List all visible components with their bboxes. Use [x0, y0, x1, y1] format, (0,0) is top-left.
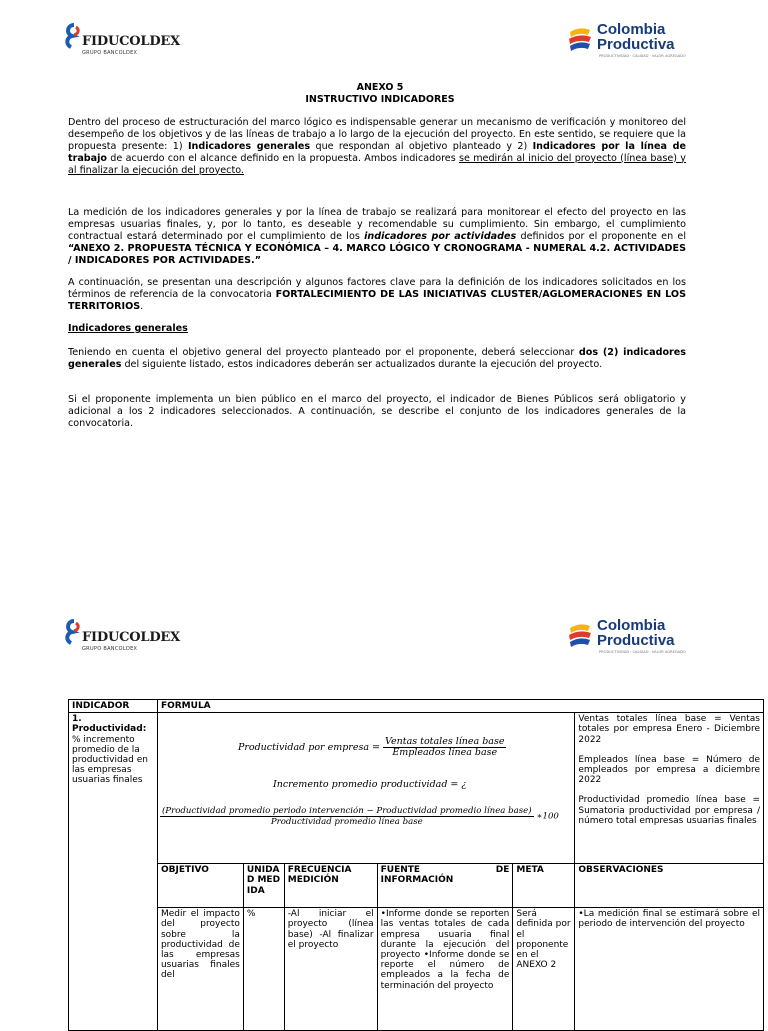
p1-text-a: Dentro del proceso de estructuración del marco lógico es indispensable generar un mecanismo de verificación y monitoreo del desempeño de los objetivos y de las líneas de trabajo a lo largo de la ejecución del proyecto. En este sentido, se requiere que la propuesta presente: 1): [68, 117, 686, 152]
p4-text-c: del siguiente listado, estos indicadores deberán ser actualizados durante la ejecución del proyecto.: [121, 358, 603, 370]
colombia-productiva-line1: Colombia: [597, 21, 666, 38]
p1-text-c: que respondan al objetivo planteado y 2): [310, 140, 533, 152]
colombia-productiva-line2: Productiva: [597, 632, 675, 649]
document-title: ANEXO 5: [356, 82, 404, 93]
colombia-productiva-line1: Colombia: [597, 617, 666, 634]
fiducoldex-name: FIDUCOLDEX: [82, 34, 181, 49]
fiducoldex-name: FIDUCOLDEX: [82, 630, 181, 645]
formula-block: [158, 713, 574, 863]
cell-frecuencia: -Al iniciar el proyecto (línea base) -Al finalizar el proyecto: [284, 908, 377, 1031]
formula-fraction-3: [160, 806, 560, 827]
fiducoldex-logo-2: [64, 618, 184, 658]
formula-mult: ∗100: [536, 811, 559, 822]
indicators-table: [68, 699, 764, 1031]
table-row-formula: [69, 713, 764, 864]
formula-fraction-1: [383, 737, 506, 758]
cell-objetivo: Medir el impacto del proyecto sobre la productividad de las empresas usuarias finales del: [157, 908, 243, 1031]
p1-underline: se medirán al inicio del proyecto (línea base) y al finalizar la ejecución del proyecto.: [68, 152, 686, 176]
definition-empleados: Empleados línea base = Número de empleados por empresa a diciembre 2022: [578, 754, 760, 786]
paragraph-seleccion: [68, 347, 686, 371]
definitions-cell: [575, 713, 764, 864]
p3-text-a: A continuación, se presentan una descripción y algunos factores clave para la definición de los indicadores solicitados en los términos de referencia de la convocatoria: [68, 277, 686, 300]
cell-fuente: •Informe donde se reporten las ventas totales de cada empresa usuaria final durante la ejecución del proyecto •Informe donde se reporte el número de empleados a la fecha de terminación del proyecto: [377, 908, 513, 1031]
formula-num-1: Ventas totales línea base: [385, 736, 505, 748]
colombia-productiva-emblem-icon: [566, 620, 594, 652]
header-frecuencia: FRECUENCIA MEDICIÓN: [284, 864, 377, 908]
header-indicador: INDICADOR: [69, 700, 158, 713]
table-header-row: [69, 700, 764, 713]
table-data-row: [69, 908, 764, 1031]
fiducoldex-logo: [64, 22, 184, 62]
formula-den-3: Productividad promedio línea base: [270, 817, 423, 828]
formula-den-1: Empleados línea base: [392, 747, 498, 759]
page-header: [0, 22, 768, 82]
cell-observaciones: •La medición final se estimará sobre el periodo de intervención del proyecto: [575, 908, 764, 1031]
p2-bold-anexo: “ANEXO 2. PROPUESTA TÉCNICA Y ECONÓMICA – 4. MARCO LÓGICO Y CRONOGRAMA - NUMERAL 4.2. ACTIVIDADES / INDICADORES POR ACTIVIDADES.”: [68, 242, 686, 266]
fiducoldex-emblem-icon: [64, 618, 84, 648]
colombia-productiva-tagline: PRODUCTIVIDAD · CALIDAD · VALOR AGREGADO: [599, 54, 686, 58]
paragraph-continuacion: [68, 277, 686, 313]
fiducoldex-emblem-icon: [64, 22, 84, 52]
header-fuente: FUENTE DE INFORMACIÓN: [377, 864, 513, 908]
colombia-productiva-tagline: PRODUCTIVIDAD · CALIDAD · VALOR AGREGADO: [599, 650, 686, 654]
p2-bold-actividades: indicadores por actividades: [364, 230, 517, 242]
p3-text-c: .: [140, 300, 144, 312]
fiducoldex-sub: GRUPO BANCOLDEX: [82, 646, 138, 652]
header-unidad: UNIDAD MEDIDA: [243, 864, 284, 908]
p4-bold-dos: dos (2) indicadores generales: [68, 347, 686, 370]
paragraph-bien-publico: Si el proponente implementa un bien público en el marco del proyecto, el indicador de Bienes Públicos será obligatorio y adicional a los 2 indicadores seleccionados. A continuación, se describe el conjunto de los indicadores generales de la convocatoria.: [68, 394, 686, 429]
cell-meta: Será definida por el proponente en el ANEXO 2: [513, 908, 575, 1031]
page-header-2: [0, 618, 768, 678]
p2-text-a: La medición de los indicadores generales y por la línea de trabajo se realizará para monitorear el efecto del proyecto en las empresas usuarias finales, y, por lo tanto, es deseable y recomendable su cumplimiento. Sin embargo, el cumplimiento contractual estará determinado por el cumplimiento de los: [68, 207, 686, 242]
section-heading: Indicadores generales: [68, 323, 188, 334]
formula-cell: [157, 713, 574, 864]
definition-ventas: Ventas totales línea base = Ventas totales por empresa Enero - Diciembre 2022: [578, 714, 760, 745]
formula-incremento: Incremento promedio productividad = ¿: [272, 779, 467, 791]
header-formula: FORMULA: [157, 700, 763, 713]
header-observaciones: OBSERVACIONES: [575, 864, 764, 908]
header-objetivo: OBJETIVO: [157, 864, 243, 908]
indicator-desc: % incremento promedio de la productividad en las empresas usuarias finales: [72, 734, 148, 786]
p1-bold-general: Indicadores generales: [187, 140, 311, 152]
colombia-productiva-logo: [566, 22, 706, 62]
p3-bold-convocatoria: FORTALECIMIENTO DE LAS INICIATIVAS CLUSTER/AGLOMERACIONES EN LOS TERRITORIOS: [68, 288, 686, 312]
paragraph-intro: [68, 117, 686, 177]
p1-bold-linea: Indicadores por la línea de trabajo: [68, 140, 687, 164]
fiducoldex-sub: GRUPO BANCOLDEX: [82, 50, 138, 56]
p1-text-e: de acuerdo con el alcance definido en la propuesta. Ambos indicadores: [107, 152, 459, 164]
cell-unidad: %: [243, 908, 284, 1031]
header-meta: META: [513, 864, 575, 908]
p4-text-a: Teniendo en cuenta el objetivo general del proyecto planteado por el proponente, deberá seleccionar: [68, 347, 579, 358]
table-subheader-row: [69, 864, 764, 908]
colombia-productiva-line2: Productiva: [597, 36, 675, 53]
indicator-name: 1. Productividad:: [72, 714, 147, 735]
formula-productividad: [238, 737, 507, 758]
p2-text-c: definidos por el proponente en el: [516, 230, 686, 242]
indicator-cell: [69, 713, 158, 1031]
colombia-productiva-emblem-icon: [566, 24, 594, 56]
formula-lhs: Productividad por empresa =: [237, 742, 380, 754]
definition-productividad: Productividad promedio línea base = Sumatoria productividad por empresa / número total empresas usuarias finales: [578, 795, 760, 826]
colombia-productiva-logo-2: [566, 618, 706, 658]
formula-num-3: (Productividad promedio periodo intervención − Productividad promedio línea base): [161, 806, 532, 817]
paragraph-medicion: [68, 207, 686, 267]
document-subtitle: INSTRUCTIVO INDICADORES: [305, 94, 455, 105]
